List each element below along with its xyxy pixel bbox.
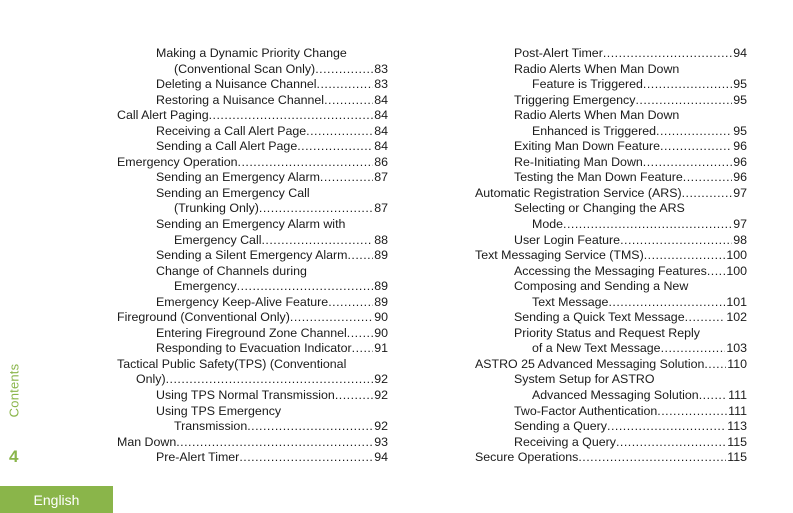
toc-leader-dots bbox=[320, 170, 373, 186]
toc-entry[interactable] bbox=[475, 450, 747, 466]
toc-leader-dots bbox=[328, 295, 373, 311]
toc-page-number: 96 bbox=[733, 170, 747, 185]
toc-entry-title: Deleting a Nuisance Channel bbox=[156, 77, 317, 92]
toc-entry[interactable] bbox=[117, 435, 388, 451]
toc-page-number: 92 bbox=[374, 372, 388, 387]
language-tab[interactable]: English bbox=[0, 486, 113, 513]
toc-entry-title: Text Message bbox=[532, 294, 609, 309]
toc-entry-title: Change of Channels during bbox=[156, 263, 307, 278]
toc-entry-title: Sending a Silent Emergency Alarm bbox=[156, 248, 348, 263]
toc-leader-dots bbox=[683, 170, 732, 186]
toc-entry-heading bbox=[117, 264, 388, 280]
toc-entry-title: Emergency Call bbox=[174, 232, 262, 247]
toc-leader-dots bbox=[699, 388, 727, 404]
toc-page-number: 94 bbox=[374, 450, 388, 465]
toc-entry-title: (Conventional Scan Only) bbox=[174, 61, 316, 76]
toc-leader-dots bbox=[644, 248, 726, 264]
toc-page-number: 92 bbox=[374, 419, 388, 434]
toc-leader-dots bbox=[297, 139, 373, 155]
toc-entry[interactable] bbox=[475, 295, 747, 311]
toc-page-number: 97 bbox=[733, 185, 747, 200]
toc-entry-title: Feature is Triggered bbox=[532, 77, 643, 92]
toc-right-column bbox=[475, 46, 747, 466]
toc-entry[interactable] bbox=[117, 77, 388, 93]
toc-entry-title: (Trunking Only) bbox=[174, 201, 259, 216]
toc-entry-title: Radio Alerts When Man Down bbox=[514, 61, 680, 76]
toc-leader-dots bbox=[603, 46, 732, 62]
toc-entry[interactable] bbox=[475, 264, 747, 280]
toc-entry-title: Using TPS Normal Transmission bbox=[156, 388, 335, 403]
toc-leader-dots bbox=[643, 77, 732, 93]
toc-entry-title: Sending a Call Alert Page bbox=[156, 139, 298, 154]
toc-entry-title: Radio Alerts When Man Down bbox=[514, 108, 680, 123]
toc-entry-title: Accessing the Messaging Features bbox=[514, 263, 707, 278]
toc-entry[interactable] bbox=[117, 388, 388, 404]
toc-page-number: 90 bbox=[374, 310, 388, 325]
toc-leader-dots bbox=[347, 248, 373, 264]
toc-entry-title: Enhanced is Triggered bbox=[532, 123, 656, 138]
toc-page-number: 94 bbox=[733, 46, 747, 60]
toc-entry-title: Sending an Emergency Call bbox=[156, 185, 310, 200]
toc-entry-title: Sending an Emergency Alarm with bbox=[156, 217, 346, 232]
toc-page-number: 84 bbox=[374, 108, 388, 123]
toc-entry-heading bbox=[117, 186, 388, 202]
toc-entry-title: Testing the Man Down Feature bbox=[514, 170, 683, 185]
toc-entry-title: Exiting Man Down Feature bbox=[514, 139, 661, 154]
toc-entry[interactable] bbox=[475, 248, 747, 264]
toc-entry[interactable] bbox=[475, 155, 747, 171]
toc-entry-title: Automatic Registration Service (ARS) bbox=[475, 185, 682, 200]
toc-leader-dots bbox=[317, 77, 374, 93]
toc-entry-title: Priority Status and Request Reply bbox=[514, 325, 700, 340]
toc-entry[interactable] bbox=[475, 419, 747, 435]
toc-entry[interactable] bbox=[117, 419, 388, 435]
toc-leader-dots bbox=[682, 186, 733, 202]
toc-entry-title: Mode bbox=[532, 217, 563, 232]
toc-entry[interactable] bbox=[117, 155, 388, 171]
toc-leader-dots bbox=[324, 93, 373, 109]
toc-entry[interactable] bbox=[117, 372, 388, 388]
toc-entry-title: Tactical Public Safety(TPS) (Conventional bbox=[117, 356, 347, 371]
toc-entry[interactable] bbox=[117, 170, 388, 186]
toc-page-number: 95 bbox=[733, 123, 747, 138]
toc-page-number: 93 bbox=[374, 434, 388, 449]
toc-leader-dots bbox=[616, 435, 726, 451]
toc-leader-dots bbox=[608, 295, 725, 311]
toc-page-number: 87 bbox=[374, 201, 388, 216]
toc-entry[interactable] bbox=[117, 341, 388, 357]
toc-entry-heading bbox=[475, 201, 747, 217]
toc-entry[interactable] bbox=[475, 341, 747, 357]
toc-page-number: 87 bbox=[374, 170, 388, 185]
toc-entry[interactable] bbox=[117, 326, 388, 342]
page-number: 4 bbox=[9, 447, 19, 466]
toc-entry[interactable] bbox=[117, 139, 388, 155]
toc-leader-dots bbox=[315, 62, 373, 78]
toc-page-number: 84 bbox=[374, 139, 388, 154]
toc-entry[interactable] bbox=[475, 186, 747, 202]
toc-entry-title: ASTRO 25 Advanced Messaging Solution bbox=[475, 356, 705, 371]
toc-entry[interactable] bbox=[475, 404, 747, 420]
toc-entry-heading bbox=[117, 357, 388, 373]
toc-entry-title: Two-Factor Authentication bbox=[514, 403, 658, 418]
toc-entry-title: Emergency bbox=[174, 279, 237, 294]
toc-entry-heading bbox=[117, 46, 388, 62]
toc-entry-heading bbox=[475, 326, 747, 342]
toc-entry-title: Responding to Evacuation Indicator bbox=[156, 341, 352, 356]
toc-entry[interactable] bbox=[117, 233, 388, 249]
toc-entry-title: Using TPS Emergency bbox=[156, 403, 282, 418]
toc-entry[interactable] bbox=[117, 248, 388, 264]
toc-entry[interactable] bbox=[117, 310, 388, 326]
toc-entry-heading bbox=[475, 108, 747, 124]
section-label bbox=[0, 360, 28, 420]
toc-page-number: 115 bbox=[727, 434, 747, 449]
toc-leader-dots bbox=[635, 93, 732, 109]
toc-page-number: 86 bbox=[374, 154, 388, 169]
toc-leader-dots bbox=[661, 341, 726, 357]
toc-entry[interactable] bbox=[117, 108, 388, 124]
toc-entry[interactable] bbox=[117, 450, 388, 466]
toc-entry-title: Text Messaging Service (TMS) bbox=[475, 248, 644, 263]
toc-entry[interactable] bbox=[117, 295, 388, 311]
toc-entry[interactable] bbox=[475, 46, 747, 62]
toc-entry[interactable] bbox=[475, 139, 747, 155]
toc-entry-title: Restoring a Nuisance Channel bbox=[156, 92, 325, 107]
toc-entry-title: of a New Text Message bbox=[532, 341, 661, 356]
toc-entry-title: Triggering Emergency bbox=[514, 92, 636, 107]
toc-entry-title: Post-Alert Timer bbox=[514, 46, 603, 60]
toc-leader-dots bbox=[352, 341, 374, 357]
toc-entry-title: Composing and Sending a New bbox=[514, 279, 689, 294]
toc-page-number: 95 bbox=[733, 77, 747, 92]
toc-entry-title: System Setup for ASTRO bbox=[514, 372, 655, 387]
toc-left-column bbox=[117, 46, 388, 466]
toc-entry-title: Sending an Emergency Alarm bbox=[156, 170, 320, 185]
toc-leader-dots bbox=[238, 155, 374, 171]
toc-leader-dots bbox=[247, 419, 373, 435]
toc-entry-title: Pre-Alert Timer bbox=[156, 450, 240, 465]
toc-entry-title: Entering Fireground Zone Channel bbox=[156, 325, 347, 340]
toc-page-number: 89 bbox=[374, 294, 388, 309]
toc-entry-title: User Login Feature bbox=[514, 232, 621, 247]
toc-page-number: 95 bbox=[733, 92, 747, 107]
toc-entry-title: Call Alert Paging bbox=[117, 108, 209, 123]
toc-leader-dots bbox=[347, 326, 373, 342]
toc-entry-title: Sending a Query bbox=[514, 419, 607, 434]
toc-entry-heading bbox=[475, 279, 747, 295]
toc-entry-title: Emergency Keep-Alive Feature bbox=[156, 294, 329, 309]
toc-page-number: 111 bbox=[728, 388, 747, 403]
toc-leader-dots bbox=[259, 201, 373, 217]
toc-leader-dots bbox=[656, 124, 732, 140]
toc-entry[interactable] bbox=[117, 279, 388, 295]
toc-entry-title: Advanced Messaging Solution bbox=[532, 388, 699, 403]
toc-leader-dots bbox=[607, 419, 726, 435]
toc-page-number: 88 bbox=[374, 232, 388, 247]
toc-leader-dots bbox=[660, 139, 732, 155]
toc-page-number: 101 bbox=[726, 294, 747, 309]
toc-page-number: 96 bbox=[733, 154, 747, 169]
toc-page-number: 110 bbox=[727, 356, 747, 371]
toc-leader-dots bbox=[707, 264, 725, 280]
toc-page-number: 89 bbox=[374, 248, 388, 263]
toc-leader-dots bbox=[306, 124, 373, 140]
toc-entry-heading bbox=[475, 62, 747, 78]
toc-entry[interactable] bbox=[475, 435, 747, 451]
toc-leader-dots bbox=[620, 233, 732, 249]
toc-leader-dots bbox=[563, 217, 732, 233]
toc-entry[interactable] bbox=[117, 124, 388, 140]
toc-leader-dots bbox=[578, 450, 726, 466]
toc-entry[interactable] bbox=[475, 233, 747, 249]
toc-entry-title: Fireground (Conventional Only) bbox=[117, 310, 290, 325]
toc-entry-title: Selecting or Changing the ARS bbox=[514, 201, 685, 216]
toc-entry-title: Receiving a Call Alert Page bbox=[156, 123, 307, 138]
toc-entry-heading bbox=[475, 372, 747, 388]
toc-page-number: 102 bbox=[726, 310, 747, 325]
toc-page-number: 100 bbox=[726, 263, 747, 278]
toc-entry[interactable] bbox=[475, 388, 747, 404]
toc-entry-title: Making a Dynamic Priority Change bbox=[156, 46, 347, 60]
toc-page-number: 92 bbox=[374, 388, 388, 403]
toc-page-number: 84 bbox=[374, 123, 388, 138]
toc-leader-dots bbox=[261, 233, 373, 249]
toc-entry-heading bbox=[117, 217, 388, 233]
toc-entry[interactable] bbox=[117, 62, 388, 78]
toc-leader-dots bbox=[685, 310, 726, 326]
toc-page-number: 98 bbox=[733, 232, 747, 247]
toc-entry-title: Only) bbox=[136, 372, 166, 387]
toc-page-number: 83 bbox=[374, 61, 388, 76]
toc-entry[interactable] bbox=[475, 170, 747, 186]
toc-entry-title: Secure Operations bbox=[475, 450, 579, 465]
toc-entry[interactable] bbox=[475, 310, 747, 326]
toc-entry[interactable] bbox=[475, 124, 747, 140]
toc-page-number: 91 bbox=[374, 341, 388, 356]
toc-entry[interactable] bbox=[475, 93, 747, 109]
toc-leader-dots bbox=[643, 155, 732, 171]
toc-entry-title: Emergency Operation bbox=[117, 154, 238, 169]
toc-page-number: 84 bbox=[374, 92, 388, 107]
toc-page-number: 96 bbox=[733, 139, 747, 154]
section-label-text: Contents bbox=[6, 363, 22, 417]
toc-entry-title: Sending a Quick Text Message bbox=[514, 310, 685, 325]
toc-leader-dots bbox=[704, 357, 726, 373]
toc-page-number: 113 bbox=[727, 419, 747, 434]
toc-entry-title: Transmission bbox=[174, 419, 248, 434]
toc-leader-dots bbox=[209, 108, 374, 124]
toc-entry[interactable] bbox=[117, 201, 388, 217]
toc-page-number: 100 bbox=[726, 248, 747, 263]
toc-page-number: 89 bbox=[374, 279, 388, 294]
toc-leader-dots bbox=[657, 404, 727, 420]
toc-entry-title: Re-Initiating Man Down bbox=[514, 154, 643, 169]
toc-leader-dots bbox=[237, 279, 374, 295]
toc-entry-title: Man Down bbox=[117, 434, 177, 449]
toc-leader-dots bbox=[176, 435, 373, 451]
toc-page-number: 83 bbox=[374, 77, 388, 92]
toc-entry[interactable] bbox=[475, 357, 747, 373]
toc-entry[interactable] bbox=[117, 93, 388, 109]
toc-page-number: 90 bbox=[374, 325, 388, 340]
toc-page-number: 115 bbox=[727, 450, 747, 465]
toc-page-number: 111 bbox=[728, 403, 747, 418]
toc-page-number: 97 bbox=[733, 217, 747, 232]
toc-page-number: 103 bbox=[726, 341, 747, 356]
toc-leader-dots bbox=[239, 450, 373, 466]
toc-entry[interactable] bbox=[475, 77, 747, 93]
toc-entry[interactable] bbox=[475, 217, 747, 233]
toc-entry-title: Receiving a Query bbox=[514, 434, 616, 449]
toc-leader-dots bbox=[290, 310, 373, 326]
toc-leader-dots bbox=[166, 372, 374, 388]
toc-entry-heading bbox=[117, 404, 388, 420]
toc-leader-dots bbox=[335, 388, 373, 404]
